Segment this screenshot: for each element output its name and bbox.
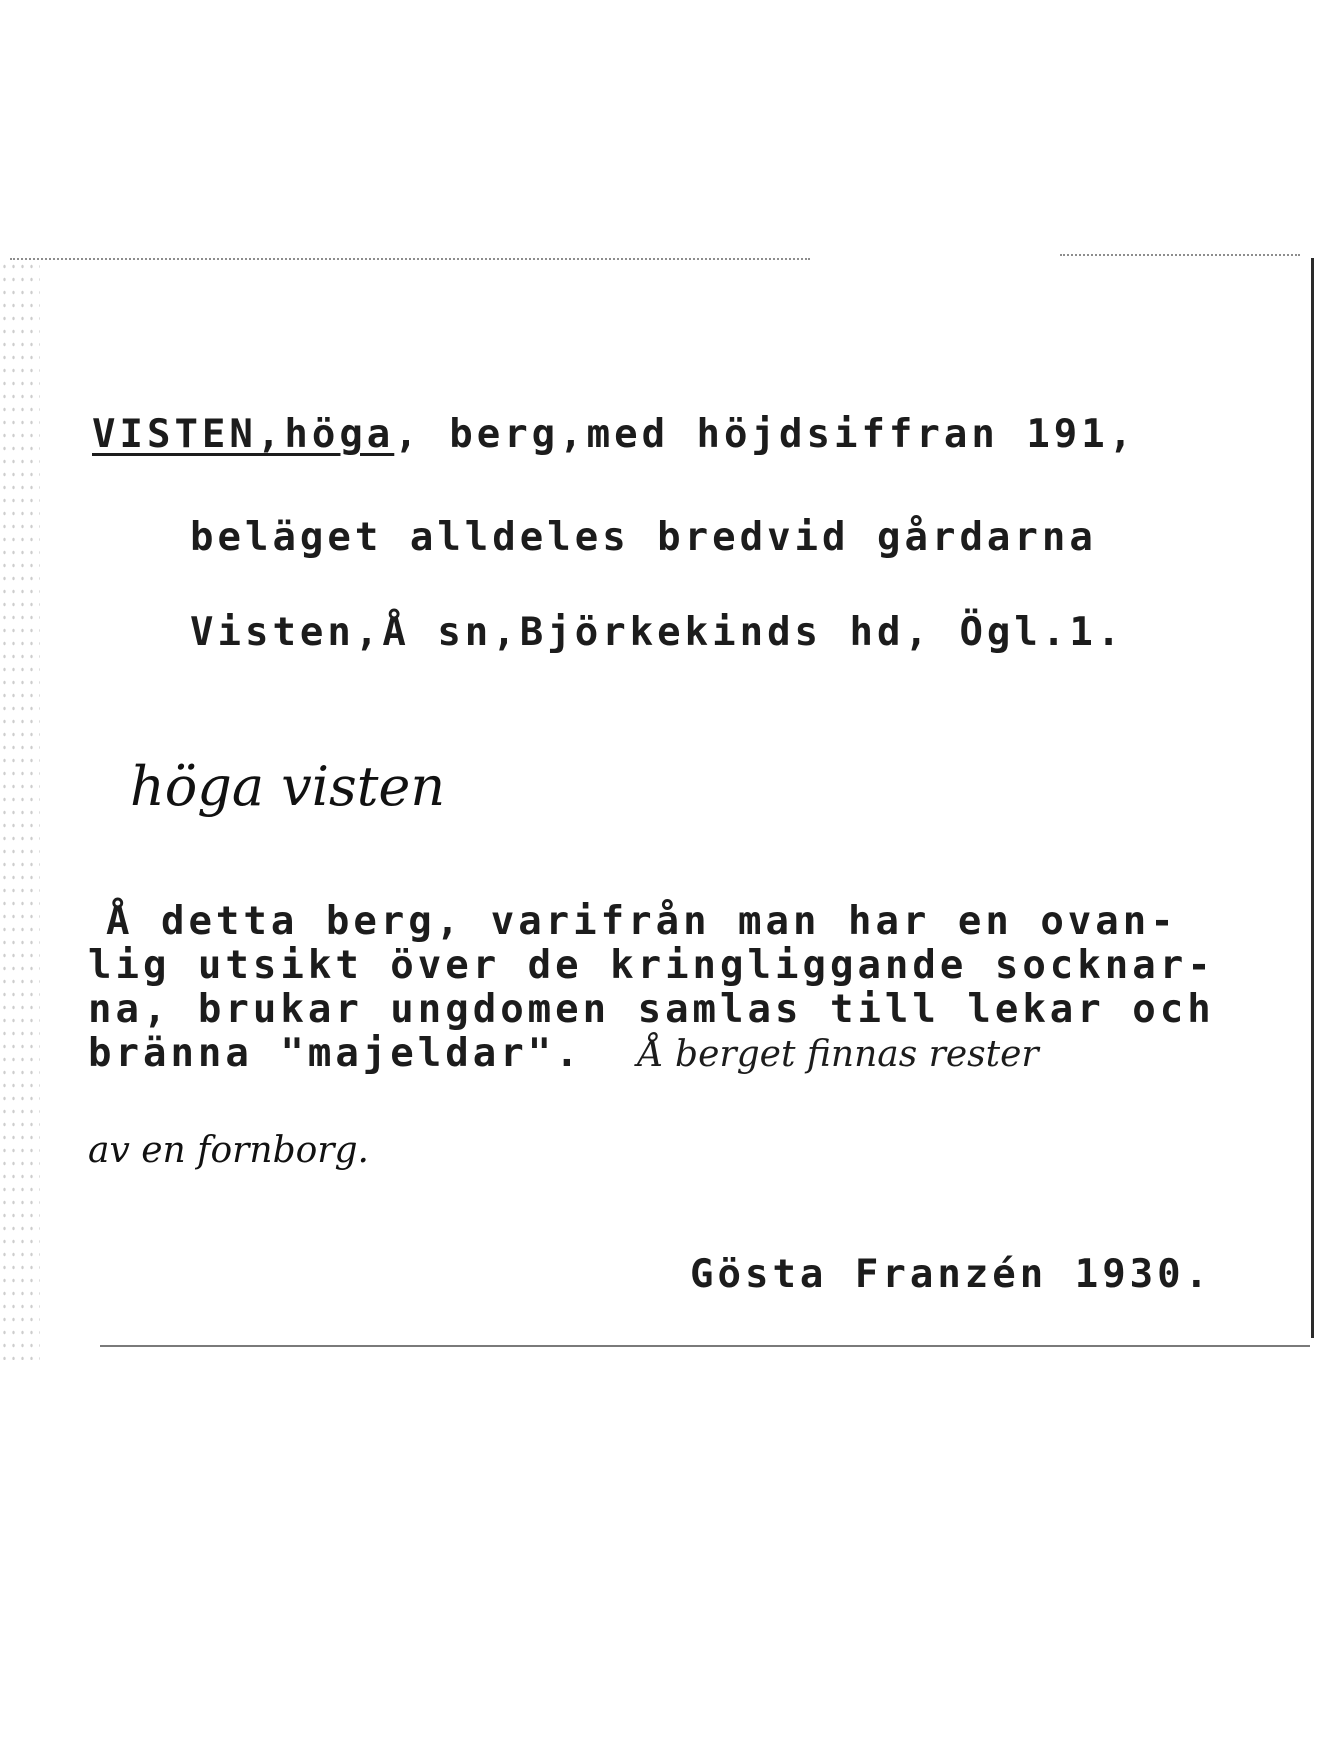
handwritten-name: höga visten (130, 755, 446, 818)
entry-word: VISTEN,höga (92, 412, 395, 457)
body-line-1: Å detta berg, varifrån man har en ovan- (106, 899, 1178, 944)
body-paragraph (88, 900, 1215, 1077)
card-bottom-edge (100, 1345, 1310, 1347)
body-line-2: lig utsikt över de kringliggande socknar- (88, 943, 1215, 988)
card-top-edge (10, 258, 810, 260)
heading-line-2: beläget alldeles bredvid gårdarna (190, 515, 1097, 560)
signature: Gösta Franzén 1930. (690, 1252, 1213, 1297)
heading-rest: , berg,med höjdsiffran 191, (394, 412, 1137, 457)
card-top-edge-right (1060, 254, 1300, 256)
body-line-3: na, brukar ungdomen samlas till lekar och (88, 987, 1215, 1032)
card-right-edge (1311, 258, 1314, 1338)
body-line-4-handwritten: Å berget finnas rester (637, 1034, 1039, 1075)
heading-line-1 (92, 412, 1136, 457)
heading-line-3: Visten,Å sn,Björkekinds hd, Ögl.1. (190, 610, 1125, 655)
body-line-4 (88, 1032, 1215, 1077)
handwritten-addition: av en fornborg. (88, 1130, 369, 1171)
body-line-4-typed: bränna "majeldar". (88, 1031, 583, 1076)
